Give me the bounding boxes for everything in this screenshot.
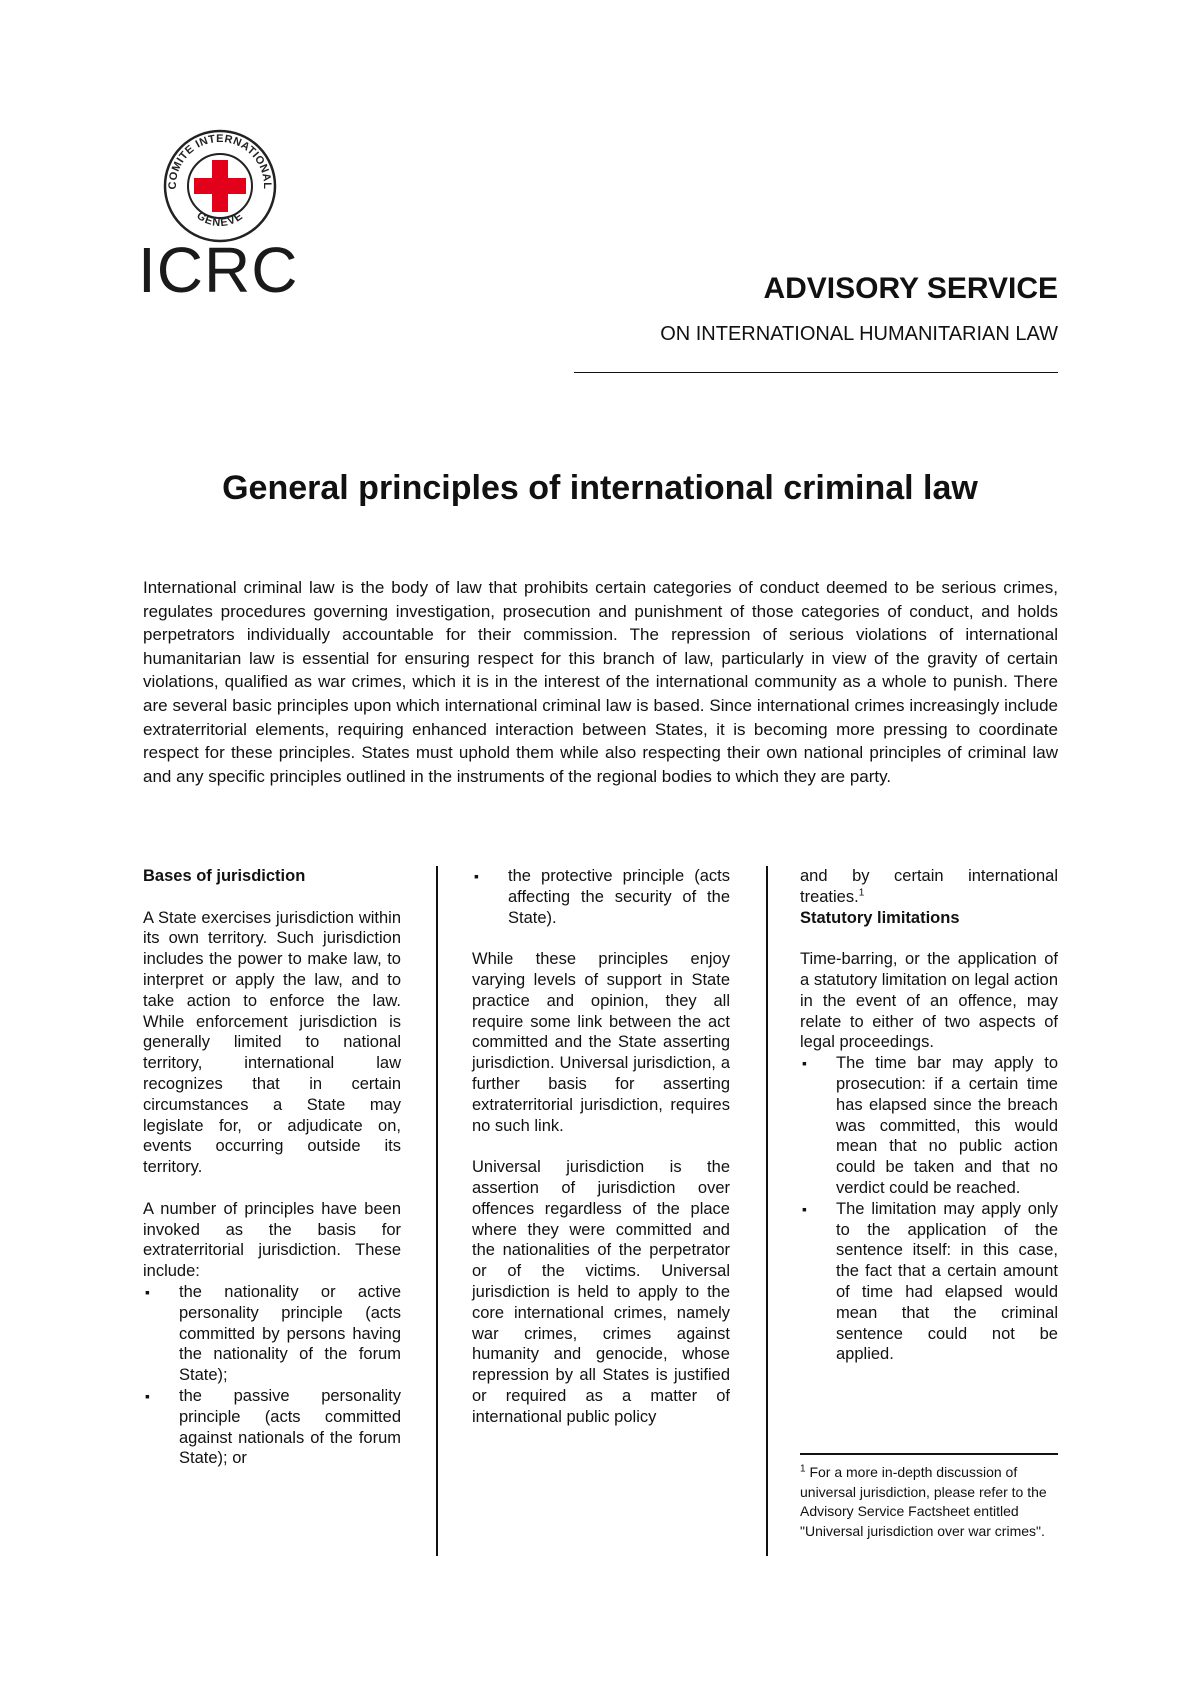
list-item: ▪ the nationality or active personality principle (acts committed by persons having the nationality of the forum State);: [143, 1282, 401, 1386]
paragraph: Time-barring, or the application of a statutory limitation on legal action in the event of an offence, may relate to either of two aspects of legal proceedings.: [800, 950, 1058, 1052]
footnote-reference[interactable]: 1: [858, 887, 865, 899]
service-title: ADVISORY SERVICE: [763, 272, 1058, 305]
service-subtitle: ON INTERNATIONAL HUMANITARIAN LAW: [660, 323, 1058, 345]
section-heading-statutory-limitations: Statutory limitations: [800, 908, 960, 927]
list-item: ▪ the protective principle (acts affecting the security of the State).: [472, 866, 730, 928]
column-1: [143, 866, 401, 1469]
logo-text-bottom: GENEVE: [194, 209, 246, 230]
list-item: ▪ The time bar may apply to prosecution: if a certain time has elapsed since the breach was committed, this would mean that no public action could be taken and that no verdict could be reached.: [800, 1053, 1058, 1199]
footnote-divider: [800, 1453, 1058, 1455]
paragraph: A number of principles have been invoked as the basis for extraterritorial jurisdiction. These include:: [143, 1199, 401, 1281]
org-name: ICRC: [138, 234, 299, 306]
red-cross-icon: [194, 160, 246, 212]
footnote: [800, 1463, 1058, 1541]
limitations-list: [800, 1053, 1058, 1365]
column-divider: [766, 866, 768, 1556]
header-divider: [574, 372, 1058, 373]
paragraph-continued: [800, 866, 1058, 908]
section-heading-bases-of-jurisdiction: Bases of jurisdiction: [143, 867, 306, 885]
intro-paragraph: International criminal law is the body of law that prohibits certain categories of conduct deemed to be serious crimes, regulates procedures governing investigation, prosecution and punishment of those categories of conduct, and holds perpetrators individually accountable for their commission. The repression of serious violations of international humanitarian law is essential for ensuring respect for this branch of law, particularly in view of the gravity of certain violations, qualified as war crimes, which it is in the interest of the international community as a whole to punish. There are several basic principles upon which international criminal law is based. Since international crimes increasingly include extraterritorial elements, requiring enhanced interaction between States, it is becoming more pressing to coordinate respect for these principles. States must uphold them while also respecting their own national principles of criminal law and any specific principles outlined in the instruments of the regional bodies to which they are party.: [143, 578, 1058, 786]
list-item: ▪ The limitation may apply only to the application of the sentence itself: in this case, the fact that a certain amount of time had elapsed would mean that the criminal sentence could not be applied.: [800, 1199, 1058, 1365]
column-2: [472, 866, 730, 1428]
footnote-mark: 1: [800, 1463, 806, 1475]
column-3: [800, 866, 1058, 1365]
list-item: ▪ the passive personality principle (acts committed against nationals of the forum State); or: [143, 1386, 401, 1469]
icrc-emblem-logo: [160, 126, 280, 246]
logo-text-top: COMITE INTERNATIONAL: [166, 132, 274, 190]
document-title: General principles of international criminal law: [222, 469, 978, 507]
principles-list-continued: [472, 866, 730, 928]
footnote-text: For a more in-depth discussion of universal jurisdiction, please refer to the Advisory Service Factsheet entitled "Universal jurisdiction over war crimes".: [800, 1464, 1047, 1539]
paragraph: Universal jurisdiction is the assertion of jurisdiction over offences regardless of the place where they were committed and the nationalities of the perpetrator or of the victims. Universal jurisdiction is held to apply to the core international crimes, namely war crimes, crimes against humanity and genocide, whose repression by all States is justified or required as a matter of international public policy: [472, 1158, 730, 1426]
column-divider: [436, 866, 438, 1556]
paragraph: A State exercises jurisdiction within its own territory. Such jurisdiction includes the power to make law, to interpret or apply the law, and to take action to enforce the law. While enforcement jurisdiction is generally limited to national territory, international law recognizes that in certain circumstances a State may legislate for, or adjudicate on, events occurring outside its territory.: [143, 908, 401, 1177]
principles-list: [143, 1282, 401, 1469]
continued-text: and by certain international treaties.: [800, 867, 1058, 906]
paragraph: While these principles enjoy varying levels of support in State practice and opinion, they all require some link between the act committed and the State asserting jurisdiction. Universal jurisdiction, a further basis for asserting extraterritorial jurisdiction, requires no such link.: [472, 950, 730, 1135]
